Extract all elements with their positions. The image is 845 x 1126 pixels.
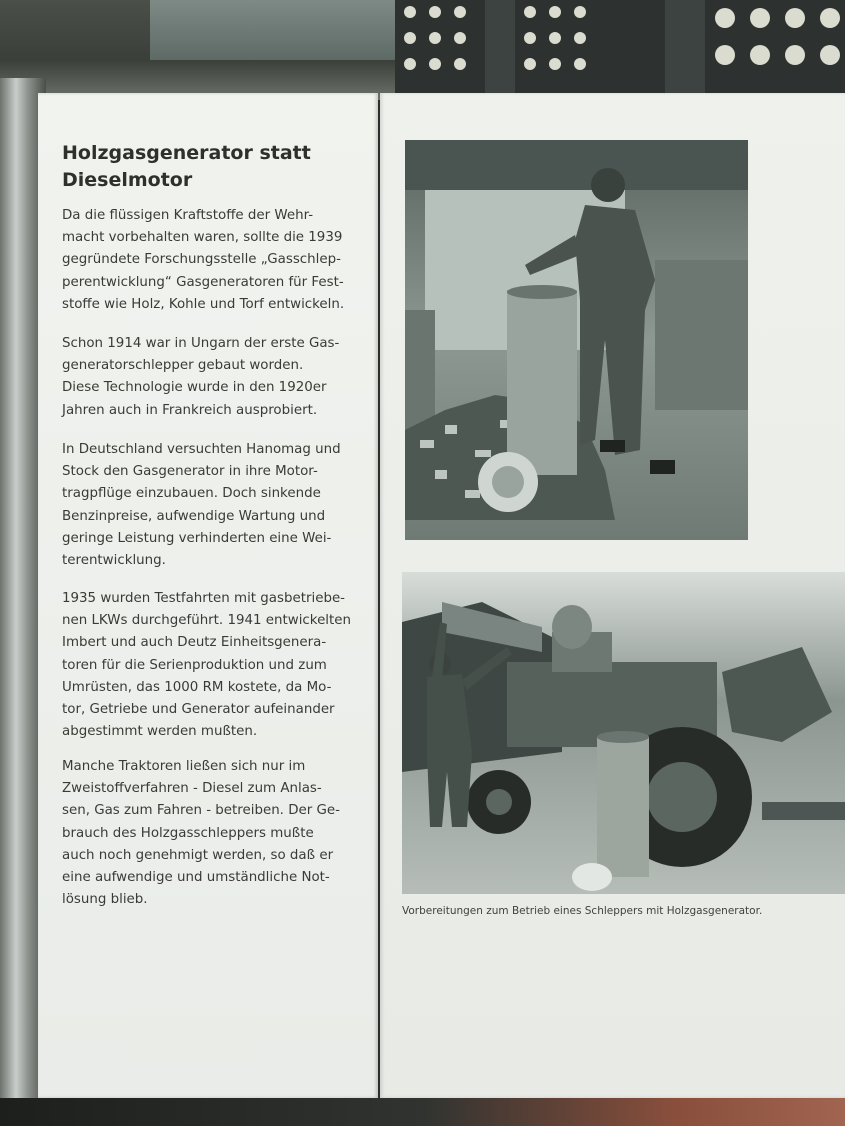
paragraph-1: Da die flüssigen Kraftstoffe der Wehr- macht vorbehalten waren, sollte die 1939 gegründete Forschungsstelle „Gasschlep- perentwicklung“ Gasgeneratoren für Fest- stoffe wie Holz, Kohle und Torf entwickeln. xyxy=(62,208,345,312)
perforated-metal-grate xyxy=(395,0,845,95)
panel-heading: Holzgasgenerator statt Dieselmotor xyxy=(62,142,311,191)
steel-beam xyxy=(150,0,420,60)
photo-caption: Vorbereitungen zum Betrieb eines Schleppers mit Holzgasgenerator. xyxy=(402,905,763,917)
photo-tractor-with-generator xyxy=(402,572,845,894)
paragraph-4: 1935 wurden Testfahrten mit gasbetriebe- nen LKWs durchgeführt. 1941 entwickelten Imbert und auch Deutz Einheitsgenera- toren für die Serienproduktion und zum Umrüsten, das 1000 RM kostete, da Mo- tor, Getriebe und Generator aufeinander abgestimmt werden mußten. xyxy=(62,591,352,740)
floor-strip xyxy=(0,1098,845,1126)
photo-wood-gas-generator-filling xyxy=(405,140,748,540)
paragraph-5: Manche Traktoren ließen sich nur im Zweistoffverfahren - Diesel zum Anlas- sen, Gas zum Fahren - betreiben. Der Ge- brauch des Holzgasschleppers mußte auch noch genehmigt werden, so daß er eine aufwendige und umständliche Not- lösung blieb. xyxy=(62,759,340,908)
paragraph-2: Schon 1914 war in Ungarn der erste Gas- generatorschlepper gebaut worden. Diese Technologie wurde in den 1920er Jahren auch in Frankreich ausprobiert. xyxy=(62,336,340,418)
paragraph-3: In Deutschland versuchten Hanomag und Stock den Gasgenerator in ihre Motor- tragpflüge einzubauen. Doch sinkende Benzinpreise, aufwendige Wartung und geringe Leistung verhinderten eine Wei- terentwicklung. xyxy=(62,442,341,569)
